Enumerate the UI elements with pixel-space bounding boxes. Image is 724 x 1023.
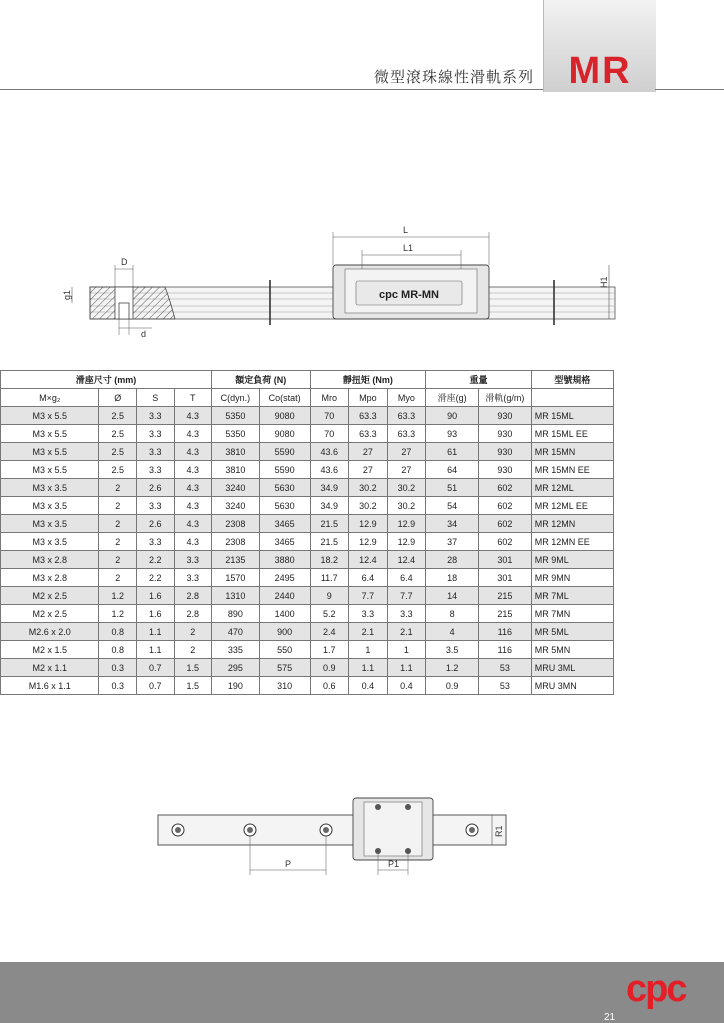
table-row (1, 677, 614, 695)
table-cell: 2 (174, 641, 212, 659)
rail-side-drawing (0, 220, 620, 345)
table-cell: 2 (99, 497, 137, 515)
table-cell: 2440 (259, 587, 310, 605)
table-cell: 63.3 (387, 425, 426, 443)
svg-text:L: L (403, 225, 409, 235)
table-cell: M3 x 2.8 (1, 569, 99, 587)
model-cell: MR 9MN (531, 569, 613, 587)
table-cell: 2.1 (387, 623, 426, 641)
table-cell: 53 (478, 677, 531, 695)
table-cell: 7.7 (349, 587, 388, 605)
model-cell: MR 5MN (531, 641, 613, 659)
table-cell: 53 (478, 659, 531, 677)
rail-hole-3 (320, 824, 332, 836)
table-cell: 54 (426, 497, 479, 515)
table-cell: 310 (259, 677, 310, 695)
col-mro: Mro (310, 389, 349, 407)
table-cell: 301 (478, 551, 531, 569)
table-cell: 470 (212, 623, 260, 641)
table-cell: 34 (426, 515, 479, 533)
model-cell: MR 5ML (531, 623, 613, 641)
table-cell: 2135 (212, 551, 260, 569)
table-row (1, 461, 614, 479)
table-cell: 90 (426, 407, 479, 425)
table-cell: 335 (212, 641, 260, 659)
table-cell: 890 (212, 605, 260, 623)
model-cell: MR 12MN EE (531, 533, 613, 551)
table-cell: 0.8 (99, 641, 137, 659)
table-cell: 4.3 (174, 533, 212, 551)
table-cell: 18.2 (310, 551, 349, 569)
table-cell: 3810 (212, 443, 260, 461)
table-cell: 550 (259, 641, 310, 659)
table-cell: 3465 (259, 515, 310, 533)
table-cell: 2 (99, 479, 137, 497)
table-cell: 3.3 (136, 407, 174, 425)
table-cell: 34.9 (310, 497, 349, 515)
table-cell: M2.6 x 2.0 (1, 623, 99, 641)
table-row (1, 659, 614, 677)
table-cell: 2495 (259, 569, 310, 587)
table-row (1, 587, 614, 605)
table-cell: 3880 (259, 551, 310, 569)
table-cell: 30.2 (387, 497, 426, 515)
table-cell: 4.3 (174, 515, 212, 533)
table-cell: 0.6 (310, 677, 349, 695)
table-cell: M3 x 3.5 (1, 479, 99, 497)
table-column-header (1, 389, 614, 407)
table-cell: 0.9 (426, 677, 479, 695)
table-cell: 12.9 (387, 515, 426, 533)
table-cell: 1.6 (136, 587, 174, 605)
group-weight: 重量 (426, 371, 532, 389)
table-cell: 1.1 (387, 659, 426, 677)
table-cell: 3240 (212, 497, 260, 515)
table-cell: 43.6 (310, 461, 349, 479)
table-cell: 6.4 (349, 569, 388, 587)
table-cell: M2 x 1.1 (1, 659, 99, 677)
table-cell: 602 (478, 515, 531, 533)
model-cell: MRU 3ML (531, 659, 613, 677)
table-cell: 30.2 (387, 479, 426, 497)
col-block-weight: 滑座(g) (426, 389, 479, 407)
table-cell: 5590 (259, 443, 310, 461)
table-cell: 1 (349, 641, 388, 659)
table-cell: 63.3 (349, 425, 388, 443)
table-cell: 2.8 (174, 587, 212, 605)
table-group-header (1, 371, 614, 389)
col-dia: Ø (99, 389, 137, 407)
cpc-logo: cpc (626, 968, 686, 1010)
group-model: 型號規格 (531, 371, 613, 389)
table-cell: 3.3 (136, 425, 174, 443)
table-row (1, 623, 614, 641)
table-cell: M2 x 2.5 (1, 587, 99, 605)
table-cell: 37 (426, 533, 479, 551)
table-cell: M3 x 5.5 (1, 443, 99, 461)
table-cell: 12.9 (349, 515, 388, 533)
table-cell: 3.3 (349, 605, 388, 623)
svg-text:P: P (285, 859, 292, 869)
table-cell: 2.1 (349, 623, 388, 641)
page-subtitle: 微型滾珠線性滑軌系列 (373, 68, 534, 86)
table-cell: 3.3 (174, 569, 212, 587)
table-cell: 602 (478, 479, 531, 497)
table-cell: 5630 (259, 479, 310, 497)
table-row (1, 443, 614, 461)
table-cell: M3 x 2.8 (1, 551, 99, 569)
table-cell: 5350 (212, 425, 260, 443)
table-cell: 2.5 (99, 461, 137, 479)
block-label: cpc MR-MN (379, 289, 439, 301)
model-cell: MRU 3MN (531, 677, 613, 695)
table-cell: 63.3 (349, 407, 388, 425)
table-cell: 190 (212, 677, 260, 695)
table-cell: 1.2 (99, 605, 137, 623)
table-cell: 1.7 (310, 641, 349, 659)
svg-text:d: d (141, 329, 147, 339)
table-cell: 930 (478, 407, 531, 425)
model-cell: MR 12ML EE (531, 497, 613, 515)
table-cell: 30.2 (349, 497, 388, 515)
table-cell: M3 x 5.5 (1, 407, 99, 425)
page-number: 21 (604, 1012, 616, 1023)
table-row (1, 605, 614, 623)
table-cell: 0.4 (349, 677, 388, 695)
table-cell: 2308 (212, 515, 260, 533)
table-cell: 12.4 (387, 551, 426, 569)
table-cell: 3810 (212, 461, 260, 479)
table-cell: 4.3 (174, 461, 212, 479)
svg-text:P1: P1 (388, 859, 400, 869)
table-cell: 18 (426, 569, 479, 587)
table-cell: M3 x 5.5 (1, 461, 99, 479)
table-cell: 93 (426, 425, 479, 443)
table-cell: 930 (478, 443, 531, 461)
table-cell: 2.2 (136, 569, 174, 587)
table-cell: 70 (310, 407, 349, 425)
table-cell: 2.2 (136, 551, 174, 569)
table-cell: 215 (478, 605, 531, 623)
table-cell: 7.7 (387, 587, 426, 605)
table-cell: 1.6 (136, 605, 174, 623)
table-cell: 43.6 (310, 443, 349, 461)
table-cell: 4.3 (174, 479, 212, 497)
table-cell: 70 (310, 425, 349, 443)
table-cell: 116 (478, 623, 531, 641)
table-cell: 2 (99, 569, 137, 587)
table-cell: 4.3 (174, 497, 212, 515)
table-cell: 12.9 (349, 533, 388, 551)
table-cell: 0.7 (136, 659, 174, 677)
group-moment: 靜扭矩 (Nm) (310, 371, 426, 389)
table-row (1, 425, 614, 443)
table-cell: 5.2 (310, 605, 349, 623)
header-rule (0, 89, 543, 90)
table-cell: 21.5 (310, 515, 349, 533)
svg-text:g1: g1 (62, 289, 72, 300)
col-t: T (174, 389, 212, 407)
table-cell: 3.3 (387, 605, 426, 623)
table-cell: 1.5 (174, 677, 212, 695)
table-cell: 3240 (212, 479, 260, 497)
table-cell: 2.5 (99, 407, 137, 425)
table-cell: 3.3 (174, 551, 212, 569)
svg-text:H1: H1 (599, 276, 609, 288)
table-cell: 1.2 (426, 659, 479, 677)
table-cell: 1400 (259, 605, 310, 623)
table-cell: 0.3 (99, 677, 137, 695)
model-cell: MR 7MN (531, 605, 613, 623)
table-cell: 8 (426, 605, 479, 623)
table-cell: 4.3 (174, 443, 212, 461)
table-row (1, 515, 614, 533)
table-cell: 1.1 (136, 623, 174, 641)
col-cdyn: C(dyn.) (212, 389, 260, 407)
table-cell: 3.3 (136, 533, 174, 551)
table-cell: 12.4 (349, 551, 388, 569)
table-cell: 215 (478, 587, 531, 605)
table-cell: 64 (426, 461, 479, 479)
model-cell: MR 7ML (531, 587, 613, 605)
rail-hole-4 (466, 824, 478, 836)
table-cell: 1.1 (136, 641, 174, 659)
table-cell: 21.5 (310, 533, 349, 551)
table-cell: 116 (478, 641, 531, 659)
table-cell: 2.4 (310, 623, 349, 641)
model-cell: MR 9ML (531, 551, 613, 569)
table-cell: 9080 (259, 407, 310, 425)
table-cell: M2 x 2.5 (1, 605, 99, 623)
model-cell: MR 15ML EE (531, 425, 613, 443)
header-rule-right (655, 89, 724, 90)
table-cell: 14 (426, 587, 479, 605)
table-cell: 4.3 (174, 407, 212, 425)
col-mpo: Mpo (349, 389, 388, 407)
table-cell: M3 x 3.5 (1, 515, 99, 533)
col-cstat: Co(stat) (259, 389, 310, 407)
table-cell: 63.3 (387, 407, 426, 425)
table-cell: 5590 (259, 461, 310, 479)
table-cell: 0.4 (387, 677, 426, 695)
table-cell: 4 (426, 623, 479, 641)
col-model-blank (531, 389, 613, 407)
table-cell: 602 (478, 533, 531, 551)
group-load: 額定負荷 (N) (212, 371, 310, 389)
table-cell: M2 x 1.5 (1, 641, 99, 659)
table-cell: 27 (387, 443, 426, 461)
table-cell: 1570 (212, 569, 260, 587)
table-cell: M3 x 3.5 (1, 533, 99, 551)
table-cell: 3.3 (136, 461, 174, 479)
table-cell: 2.6 (136, 479, 174, 497)
table-cell: 3.3 (136, 443, 174, 461)
model-cell: MR 15ML (531, 407, 613, 425)
table-cell: 301 (478, 569, 531, 587)
table-cell: 1 (387, 641, 426, 659)
col-thread: M×g₂ (1, 389, 99, 407)
table-cell: 2 (99, 515, 137, 533)
svg-text:R1: R1 (494, 825, 504, 837)
table-cell: 2 (174, 623, 212, 641)
table-cell: 602 (478, 497, 531, 515)
model-cell: MR 15MN EE (531, 461, 613, 479)
table-cell: 27 (349, 443, 388, 461)
table-cell: 28 (426, 551, 479, 569)
table-cell: 1.1 (349, 659, 388, 677)
table-row (1, 551, 614, 569)
table-cell: 11.7 (310, 569, 349, 587)
table-cell: M1.6 x 1.1 (1, 677, 99, 695)
table-cell: 12.9 (387, 533, 426, 551)
table-cell: 51 (426, 479, 479, 497)
table-cell: 0.7 (136, 677, 174, 695)
svg-text:D: D (121, 257, 128, 267)
table-row (1, 569, 614, 587)
table-cell: 1310 (212, 587, 260, 605)
table-cell: 3.3 (136, 497, 174, 515)
table-cell: 9 (310, 587, 349, 605)
table-cell: 0.3 (99, 659, 137, 677)
table-cell: 1.2 (99, 587, 137, 605)
footer-bar (0, 962, 724, 1023)
table-cell: 2.5 (99, 443, 137, 461)
table-cell: 5350 (212, 407, 260, 425)
table-cell: 1.5 (174, 659, 212, 677)
table-cell: 27 (387, 461, 426, 479)
table-cell: 2308 (212, 533, 260, 551)
group-rail: 滑座尺寸 (mm) (1, 371, 212, 389)
table-cell: 2.8 (174, 605, 212, 623)
table-cell: 3.5 (426, 641, 479, 659)
table-cell: 2.5 (99, 425, 137, 443)
rail-hole-1 (172, 824, 184, 836)
table-cell: 2 (99, 551, 137, 569)
svg-text:L1: L1 (403, 243, 414, 253)
table-row (1, 479, 614, 497)
table-cell: 6.4 (387, 569, 426, 587)
table-cell: 4.3 (174, 425, 212, 443)
table-row (1, 533, 614, 551)
table-cell: 30.2 (349, 479, 388, 497)
table-cell: 575 (259, 659, 310, 677)
rail-hole-2 (244, 824, 256, 836)
table-cell: 2.6 (136, 515, 174, 533)
table-cell: 930 (478, 461, 531, 479)
table-cell: 27 (349, 461, 388, 479)
table-cell: 0.9 (310, 659, 349, 677)
table-cell: 930 (478, 425, 531, 443)
table-cell: M3 x 3.5 (1, 497, 99, 515)
table-cell: 5630 (259, 497, 310, 515)
table-row (1, 641, 614, 659)
table-cell: 9080 (259, 425, 310, 443)
table-row (1, 407, 614, 425)
col-rail-weight: 滑軌(g/m) (478, 389, 531, 407)
model-cell: MR 15MN (531, 443, 613, 461)
table-cell: 2 (99, 533, 137, 551)
table-row (1, 497, 614, 515)
table-cell: 295 (212, 659, 260, 677)
model-cell: MR 12MN (531, 515, 613, 533)
table-cell: 34.9 (310, 479, 349, 497)
table-cell: M3 x 5.5 (1, 425, 99, 443)
brand-title: MR (568, 50, 632, 92)
table-cell: 3465 (259, 533, 310, 551)
table-cell: 900 (259, 623, 310, 641)
table-cell: 0.8 (99, 623, 137, 641)
table-cell: 61 (426, 443, 479, 461)
model-cell: MR 12ML (531, 479, 613, 497)
col-s: S (136, 389, 174, 407)
spec-table (0, 370, 614, 695)
col-myo: Myo (387, 389, 426, 407)
rail-top-drawing (150, 795, 530, 880)
